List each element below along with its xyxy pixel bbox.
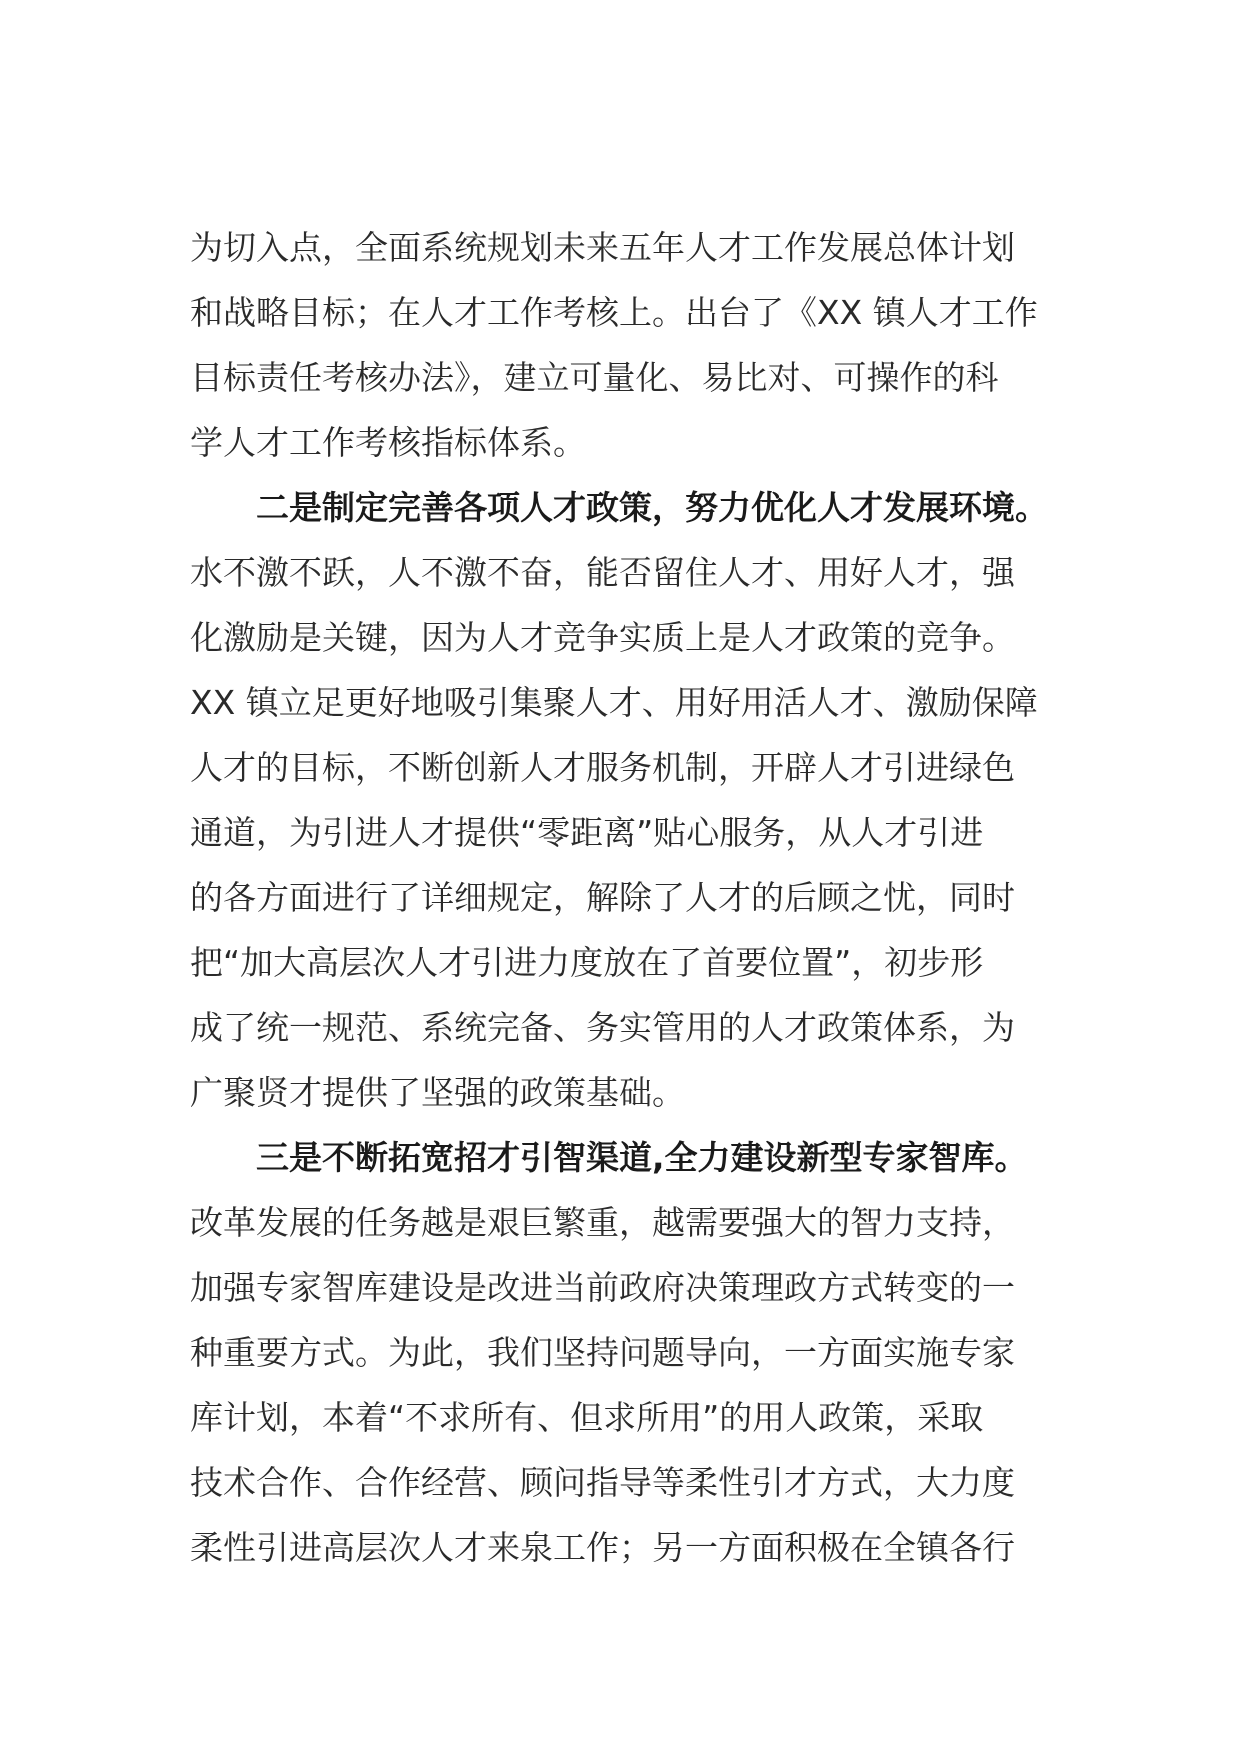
text-line: 种重要方式。为此，我们坚持问题导向，一方面实施专家 [190, 1333, 1015, 1372]
text-line: 广聚贤才提供了坚强的政策基础。 [190, 1073, 685, 1112]
text-line: 成了统一规范、系统完备、务实管用的人才政策体系，为 [190, 1008, 1015, 1047]
text-line: 库计划，本着“不求所有、但求所用”的用人政策，采取 [190, 1398, 984, 1437]
text-line: 把“加大高层次人才引进力度放在了首要位置”，初步形 [190, 943, 984, 982]
section-heading-2: 二是制定完善各项人才政策，努力优化人才发展环境。 [256, 488, 1048, 527]
text-line: 水不激不跃，人不激不奋，能否留住人才、用好人才，强 [190, 553, 1015, 592]
text-line: 的各方面进行了详细规定，解除了人才的后顾之忧，同时 [190, 878, 1015, 917]
text-line: 目标责任考核办法》，建立可量化、易比对、可操作的科 [190, 358, 999, 397]
text-line: 化激励是关键，因为人才竞争实质上是人才政策的竞争。 [190, 618, 1015, 657]
section-heading-3: 三是不断拓宽招才引智渠道,全力建设新型专家智库。 [256, 1138, 1028, 1177]
text-line: 改革发展的任务越是艰巨繁重，越需要强大的智力支持， [190, 1203, 1015, 1242]
text-line: 和战略目标；在人才工作考核上。出台了《XX 镇人才工作 [190, 293, 1038, 332]
text-line: 加强专家智库建设是改进当前政府决策理政方式转变的一 [190, 1268, 1015, 1307]
document-body [190, 215, 1060, 1580]
text-line: 人才的目标，不断创新人才服务机制，开辟人才引进绿色 [190, 748, 1015, 787]
text-line: 为切入点，全面系统规划未来五年人才工作发展总体计划 [190, 228, 1015, 267]
text-line: 柔性引进高层次人才来泉工作；另一方面积极在全镇各行 [190, 1528, 1015, 1567]
text-line: XX 镇立足更好地吸引集聚人才、用好用活人才、激励保障 [190, 683, 1038, 722]
text-line: 通道，为引进人才提供“零距离”贴心服务，从人才引进 [190, 813, 984, 852]
paragraph-1 [190, 215, 1060, 475]
text-line: 学人才工作考核指标体系。 [190, 423, 586, 462]
paragraph-3 [190, 1190, 1060, 1580]
text-line: 技术合作、合作经营、顾问指导等柔性引才方式，大力度 [190, 1463, 1015, 1502]
paragraph-2 [190, 540, 1060, 1125]
